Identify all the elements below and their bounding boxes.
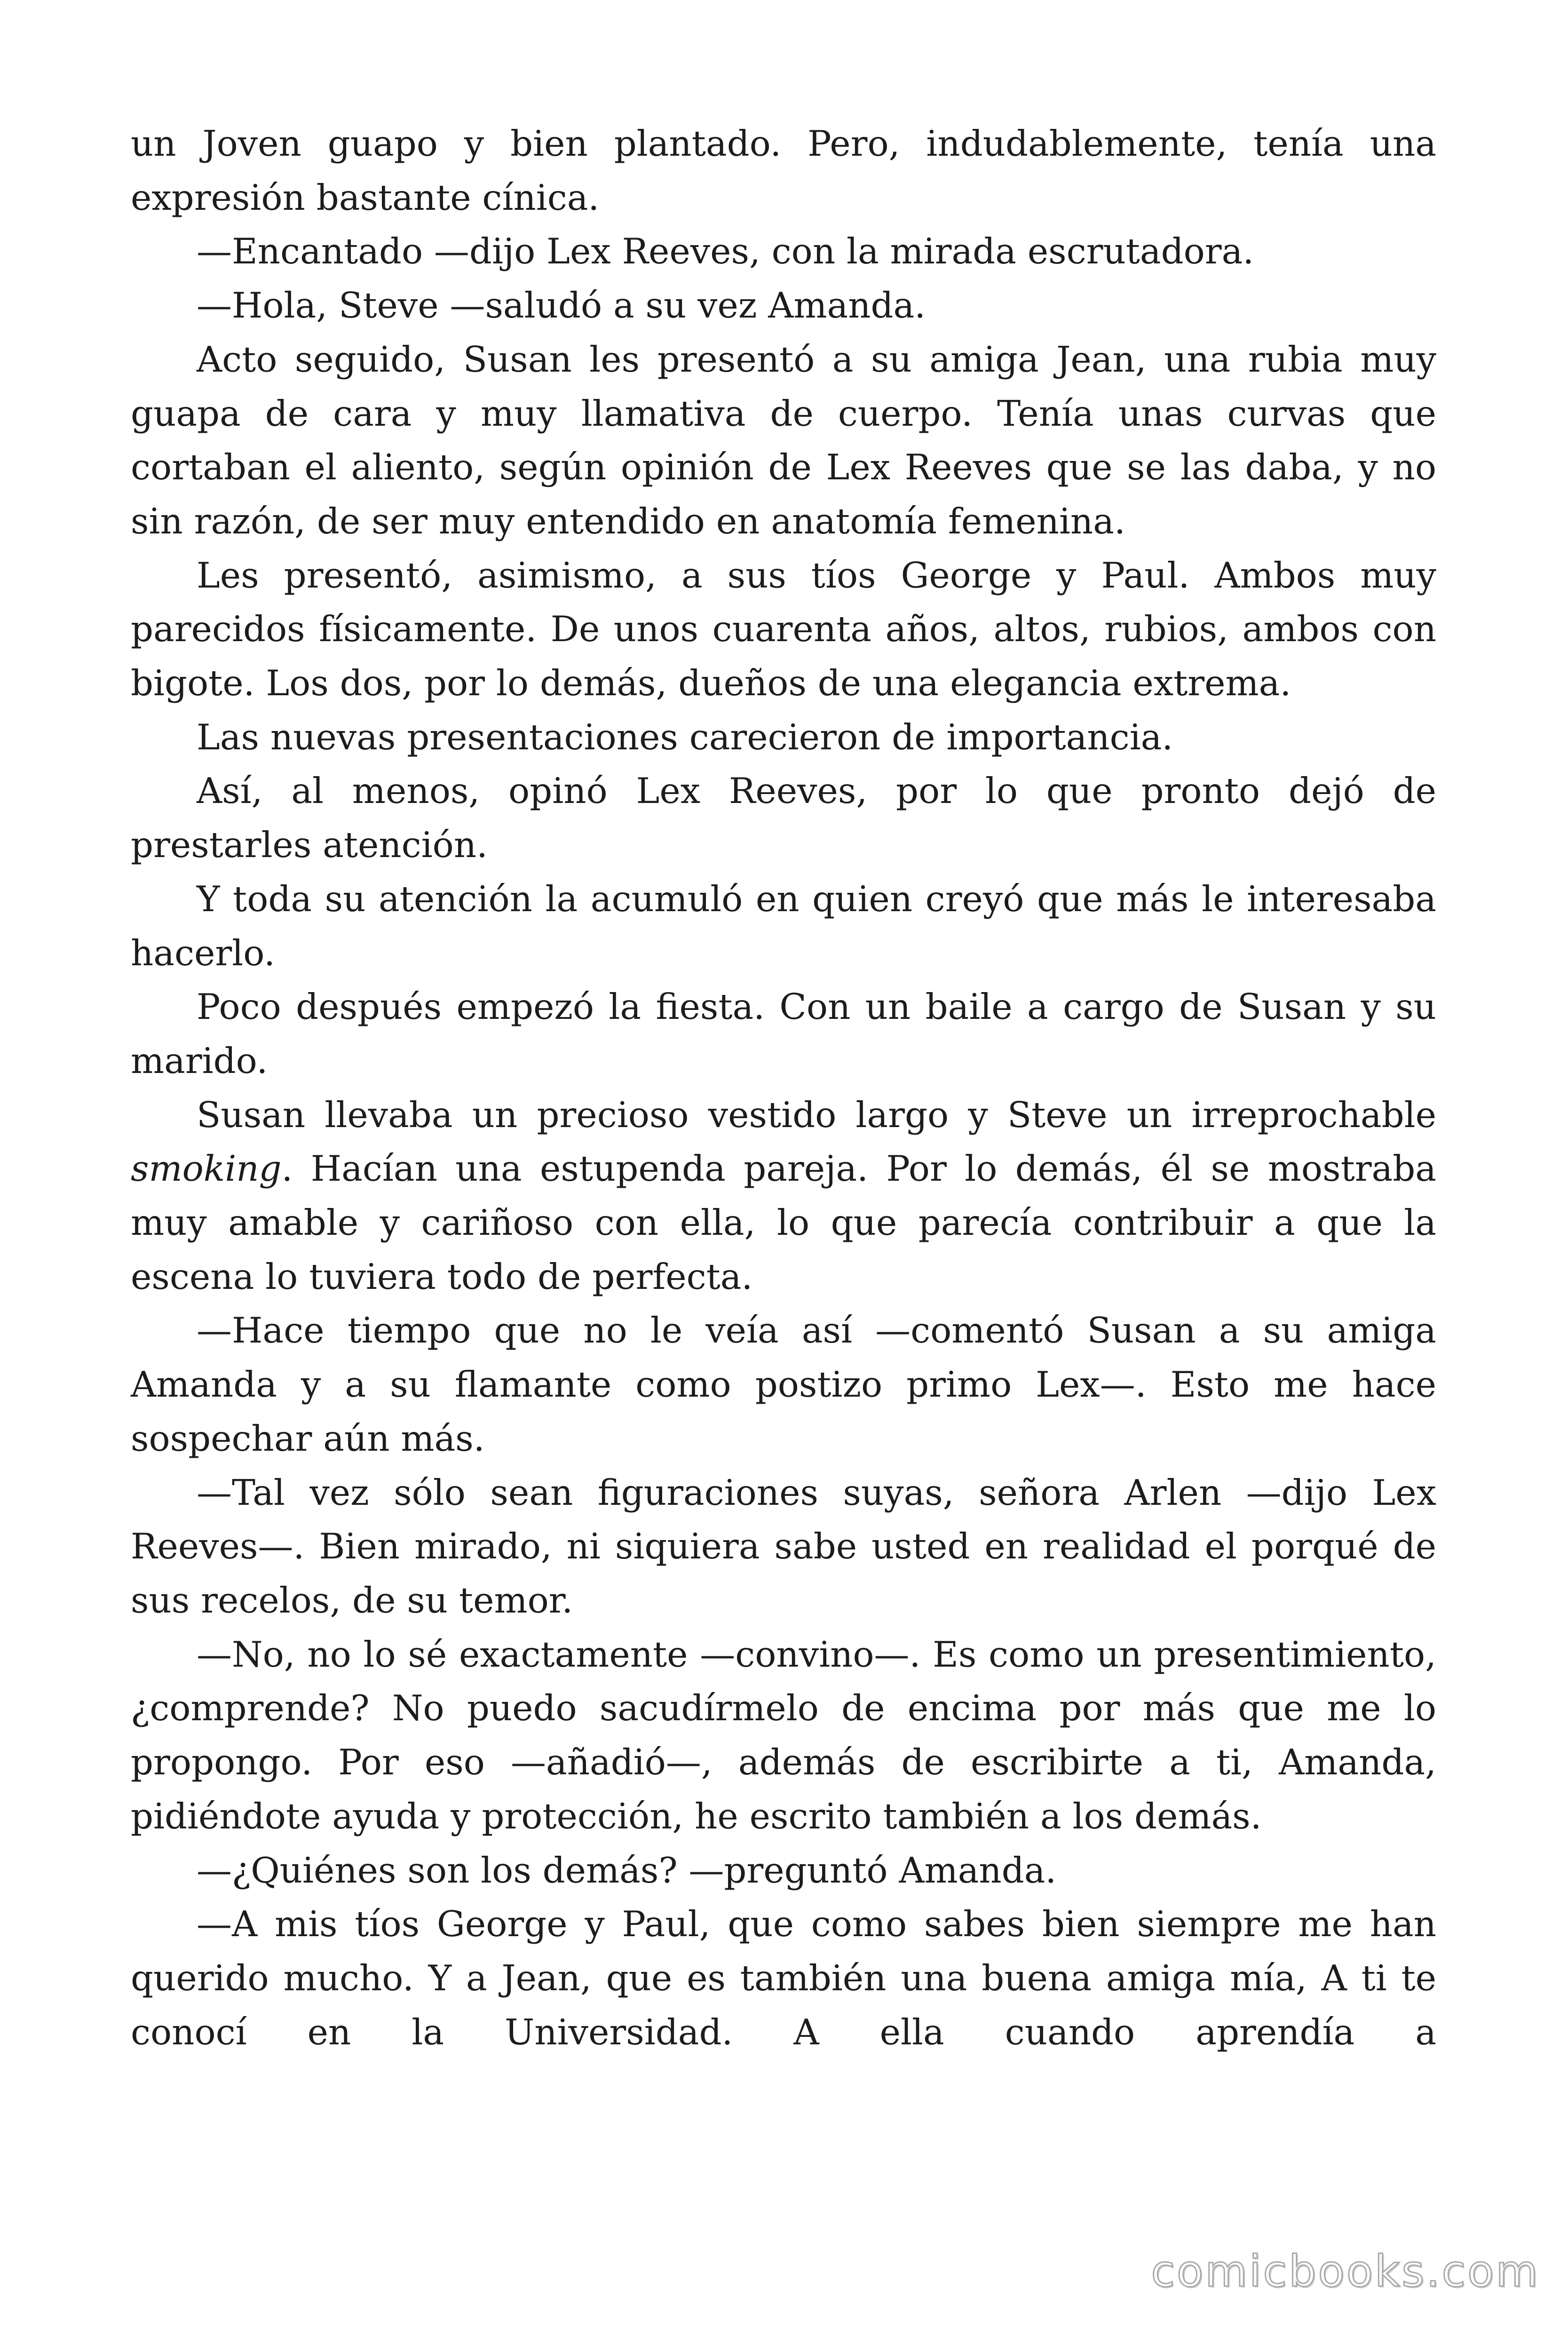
paragraph-5: Les presentó, asimismo, a sus tíos George y Paul. Ambos muy parecidos físicamente. De unos cuarenta años, altos, rubios, ambos con bigote. Los dos, por lo demás, dueños de una elegancia extrema. (131, 554, 1436, 704)
paragraph-9: Poco después empezó la fiesta. Con un baile a cargo de Susan y su marido. (131, 986, 1436, 1081)
smoking-text-before: Susan llevaba un precioso vestido largo y Steve un irreprochable (197, 1094, 1436, 1136)
paragraph-6: Las nuevas presentaciones carecieron de importancia. (197, 716, 1173, 758)
site-watermark: comicbooks.com (1151, 2246, 1540, 2296)
smoking-italic-word: smoking (131, 1148, 282, 1190)
paragraph-1: un Joven guapo y bien plantado. Pero, indudablemente, tenía una expresión bastante cínica. (131, 123, 1436, 218)
paragraph-11: —Hace tiempo que no le veía así —comentó Susan a su amiga Amanda y a su flamante como postizo primo Lex—. Esto me hace sospechar aún más. (131, 1310, 1436, 1459)
paragraph-8: Y toda su atención la acumuló en quien creyó que más le interesaba hacerlo. (131, 878, 1436, 974)
paragraph-10-smoking (131, 1088, 1436, 1304)
paragraph-14: —¿Quiénes son los demás? —preguntó Amanda. (197, 1849, 1057, 1891)
paragraph-7: Así, al menos, opinó Lex Reeves, por lo que pronto dejó de prestarles atención. (131, 770, 1436, 866)
paragraph-12: —Tal vez sólo sean figuraciones suyas, señora Arlen —dijo Lex Reeves—. Bien mirado, ni siquiera sabe usted en realidad el porqué de sus recelos, de su temor. (131, 1471, 1436, 1621)
paragraph-4: Acto seguido, Susan les presentó a su amiga Jean, una rubia muy guapa de cara y muy llamativa de cuerpo. Tenía unas curvas que cortaban el aliento, según opinión de Lex Reeves que se las daba, y no sin razón, de ser muy entendido en anatomía femenina. (131, 338, 1436, 542)
paragraph-3: —Hola, Steve —saludó a su vez Amanda. (197, 285, 926, 326)
paragraph-2: —Encantado —dijo Lex Reeves, con la mirada escrutadora. (197, 230, 1254, 272)
paragraph-13: —No, no lo sé exactamente —convino—. Es como un presentimiento, ¿comprende? No puedo sacudírmelo de encima por más que me lo propongo. Por eso —añadió—, además de escribirte a ti, Amanda, pidiéndote ayuda y protección, he escrito también a los demás. (131, 1633, 1436, 1837)
book-page-text (131, 117, 1436, 2059)
smoking-text-after: . Hacían una estupenda pareja. Por lo demás, él se mostraba muy amable y cariñoso con ella, lo que parecía contribuir a que la escena lo tuviera todo de perfecta. (131, 1148, 1436, 1297)
paragraph-15: —A mis tíos George y Paul, que como sabes bien siempre me han querido mucho. Y a Jean, que es también una buena amiga mía, A ti te conocí en la Universidad. A ella cuando aprendía a (131, 1903, 1436, 2053)
